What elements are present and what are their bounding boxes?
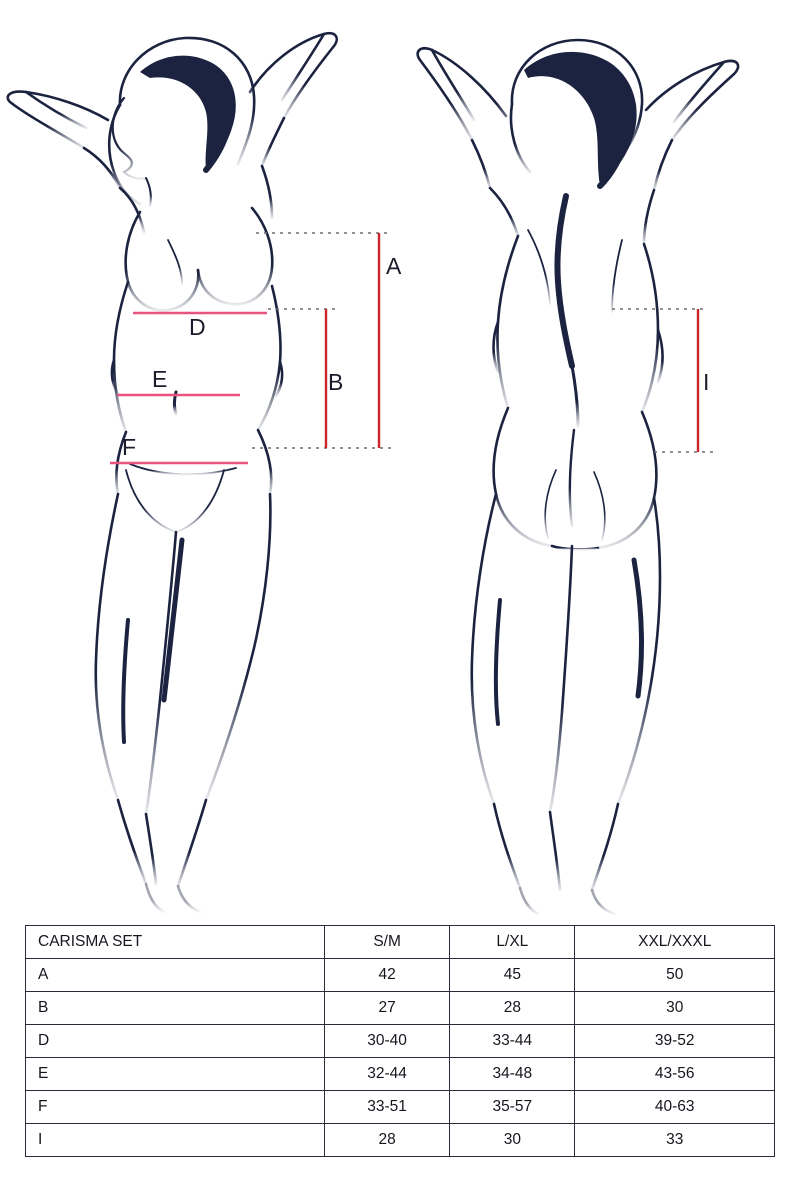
row-value: 28 (450, 992, 575, 1025)
label-b: B (328, 369, 344, 395)
table-header-row (26, 926, 775, 959)
label-e: E (152, 366, 168, 392)
row-value: 34-48 (450, 1058, 575, 1091)
row-label: D (26, 1025, 325, 1058)
row-value: 30-40 (325, 1025, 450, 1058)
table-row (26, 1058, 775, 1091)
table-row (26, 1091, 775, 1124)
row-label: B (26, 992, 325, 1025)
row-value: 43-56 (575, 1058, 775, 1091)
row-value: 35-57 (450, 1091, 575, 1124)
row-value: 33-51 (325, 1091, 450, 1124)
row-value: 39-52 (575, 1025, 775, 1058)
row-value: 33 (575, 1124, 775, 1157)
label-i: I (703, 369, 710, 395)
row-label: A (26, 959, 325, 992)
front-measure-lines (110, 233, 392, 463)
row-value: 27 (325, 992, 450, 1025)
table-header-sm: S/M (325, 926, 450, 959)
label-d: D (189, 314, 206, 340)
table-row (26, 992, 775, 1025)
row-label: I (26, 1124, 325, 1157)
row-value: 30 (450, 1124, 575, 1157)
row-label: F (26, 1091, 325, 1124)
size-chart-table (25, 925, 775, 1157)
row-value: 50 (575, 959, 775, 992)
table-row (26, 1124, 775, 1157)
row-label: E (26, 1058, 325, 1091)
label-f: F (122, 434, 137, 460)
row-value: 33-44 (450, 1025, 575, 1058)
row-value: 28 (325, 1124, 450, 1157)
label-a: A (386, 253, 402, 279)
back-body-figure (418, 40, 738, 914)
row-value: 32-44 (325, 1058, 450, 1091)
row-value: 45 (450, 959, 575, 992)
front-body-figure (8, 33, 337, 912)
table-header-lxl: L/XL (450, 926, 575, 959)
row-value: 40-63 (575, 1091, 775, 1124)
row-value: 30 (575, 992, 775, 1025)
table-row (26, 1025, 775, 1058)
table-row (26, 959, 775, 992)
table-header-xxlxxxl: XXL/XXXL (575, 926, 775, 959)
table-header-name: CARISMA SET (26, 926, 325, 959)
row-value: 42 (325, 959, 450, 992)
